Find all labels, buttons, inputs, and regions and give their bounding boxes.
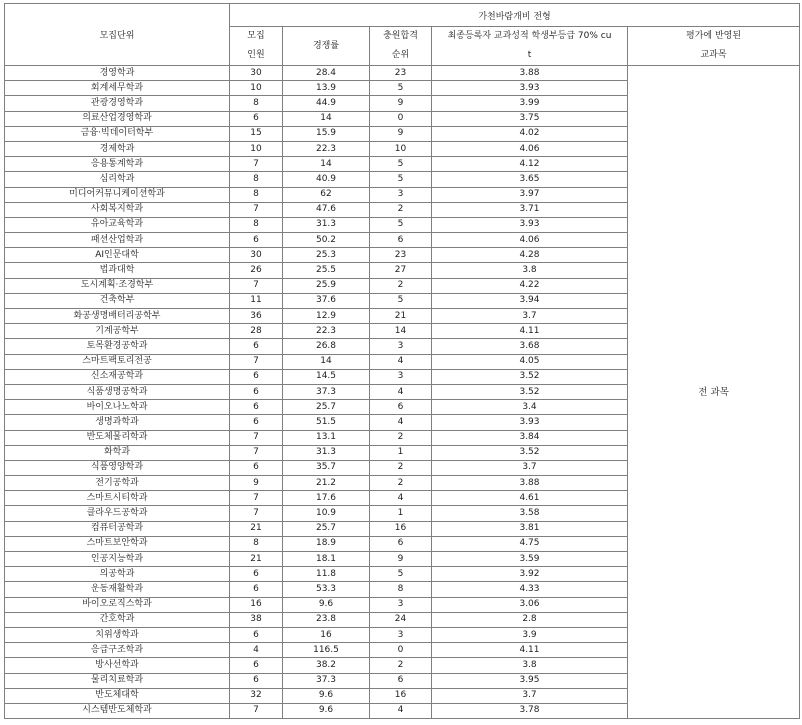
grade-cut-cell: 4.33 bbox=[432, 582, 628, 597]
unit-cell: 사회복지학과 bbox=[5, 202, 230, 217]
quota-cell: 6 bbox=[230, 233, 283, 248]
grade-cut-cell: 3.84 bbox=[432, 430, 628, 445]
quota-cell: 6 bbox=[230, 582, 283, 597]
additional-rank-cell: 16 bbox=[370, 521, 432, 536]
competition-rate-cell: 37.6 bbox=[283, 293, 370, 308]
additional-rank-cell: 2 bbox=[370, 658, 432, 673]
grade-cut-cell: 3.93 bbox=[432, 217, 628, 232]
header-quota bbox=[230, 27, 283, 66]
competition-rate-cell: 51.5 bbox=[283, 415, 370, 430]
additional-rank-cell: 16 bbox=[370, 688, 432, 703]
unit-cell: 스마트팩토리전공 bbox=[5, 354, 230, 369]
additional-rank-cell: 9 bbox=[370, 126, 432, 141]
grade-cut-cell: 3.97 bbox=[432, 187, 628, 202]
competition-rate-cell: 38.2 bbox=[283, 658, 370, 673]
grade-cut-cell: 3.7 bbox=[432, 309, 628, 324]
competition-rate-cell: 31.3 bbox=[283, 217, 370, 232]
header-rank-line2: 순위 bbox=[391, 50, 410, 60]
quota-cell: 7 bbox=[230, 506, 283, 521]
competition-rate-cell: 9.6 bbox=[283, 688, 370, 703]
table-header bbox=[5, 4, 800, 66]
competition-rate-cell: 53.3 bbox=[283, 582, 370, 597]
quota-cell: 6 bbox=[230, 673, 283, 688]
quota-cell: 21 bbox=[230, 552, 283, 567]
grade-cut-cell: 3.8 bbox=[432, 658, 628, 673]
additional-rank-cell: 4 bbox=[370, 491, 432, 506]
quota-cell: 9 bbox=[230, 476, 283, 491]
competition-rate-cell: 13.1 bbox=[283, 430, 370, 445]
competition-rate-cell: 28.4 bbox=[283, 66, 370, 81]
additional-rank-cell: 1 bbox=[370, 506, 432, 521]
additional-rank-cell: 2 bbox=[370, 476, 432, 491]
grade-cut-cell: 4.05 bbox=[432, 354, 628, 369]
quota-cell: 8 bbox=[230, 96, 283, 111]
additional-rank-cell: 3 bbox=[370, 597, 432, 612]
grade-cut-cell: 3.7 bbox=[432, 460, 628, 475]
competition-rate-cell: 13.9 bbox=[283, 81, 370, 96]
unit-cell: 관광경영학과 bbox=[5, 96, 230, 111]
grade-cut-cell: 3.52 bbox=[432, 369, 628, 384]
header-quota-line2: 인원 bbox=[247, 50, 265, 60]
additional-rank-cell: 23 bbox=[370, 66, 432, 81]
additional-rank-cell: 4 bbox=[370, 415, 432, 430]
competition-rate-cell: 18.9 bbox=[283, 536, 370, 551]
quota-cell: 8 bbox=[230, 536, 283, 551]
unit-cell: 화공생명배터리공학부 bbox=[5, 309, 230, 324]
header-subjects-line2: 교과목 bbox=[700, 50, 727, 60]
grade-cut-cell: 3.65 bbox=[432, 172, 628, 187]
unit-cell: 건축학부 bbox=[5, 293, 230, 308]
additional-rank-cell: 3 bbox=[370, 369, 432, 384]
additional-rank-cell: 9 bbox=[370, 96, 432, 111]
grade-cut-cell: 3.88 bbox=[432, 66, 628, 81]
competition-rate-cell: 17.6 bbox=[283, 491, 370, 506]
quota-cell: 11 bbox=[230, 293, 283, 308]
unit-cell: 반도체대학 bbox=[5, 688, 230, 703]
unit-cell: AI인문대학 bbox=[5, 248, 230, 263]
unit-cell: 시스템반도체학과 bbox=[5, 703, 230, 718]
additional-rank-cell: 5 bbox=[370, 567, 432, 582]
header-competition-rate: 경쟁률 bbox=[283, 27, 370, 66]
additional-rank-cell: 9 bbox=[370, 552, 432, 567]
grade-cut-cell: 3.88 bbox=[432, 476, 628, 491]
additional-rank-cell: 5 bbox=[370, 293, 432, 308]
competition-rate-cell: 25.9 bbox=[283, 278, 370, 293]
competition-rate-cell: 25.5 bbox=[283, 263, 370, 278]
competition-rate-cell: 15.9 bbox=[283, 126, 370, 141]
grade-cut-cell: 4.11 bbox=[432, 643, 628, 658]
header-cut-line2: t bbox=[527, 50, 532, 60]
header-admission-type: 가천바람개비 전형 bbox=[230, 4, 800, 27]
competition-rate-cell: 22.3 bbox=[283, 141, 370, 156]
unit-cell: 인공지능학과 bbox=[5, 552, 230, 567]
unit-cell: 반도체물리학과 bbox=[5, 430, 230, 445]
additional-rank-cell: 0 bbox=[370, 111, 432, 126]
additional-rank-cell: 14 bbox=[370, 324, 432, 339]
grade-cut-cell: 3.78 bbox=[432, 703, 628, 718]
quota-cell: 15 bbox=[230, 126, 283, 141]
header-subjects bbox=[628, 27, 800, 66]
quota-cell: 7 bbox=[230, 157, 283, 172]
quota-cell: 6 bbox=[230, 369, 283, 384]
competition-rate-cell: 37.3 bbox=[283, 673, 370, 688]
unit-cell: 법과대학 bbox=[5, 263, 230, 278]
competition-rate-cell: 12.9 bbox=[283, 309, 370, 324]
additional-rank-cell: 6 bbox=[370, 400, 432, 415]
unit-cell: 유아교육학과 bbox=[5, 217, 230, 232]
quota-cell: 7 bbox=[230, 430, 283, 445]
additional-rank-cell: 6 bbox=[370, 536, 432, 551]
quota-cell: 6 bbox=[230, 627, 283, 642]
quota-cell: 7 bbox=[230, 703, 283, 718]
quota-cell: 21 bbox=[230, 521, 283, 536]
grade-cut-cell: 3.52 bbox=[432, 384, 628, 399]
competition-rate-cell: 14.5 bbox=[283, 369, 370, 384]
quota-cell: 6 bbox=[230, 567, 283, 582]
grade-cut-cell: 3.06 bbox=[432, 597, 628, 612]
quota-cell: 7 bbox=[230, 491, 283, 506]
competition-rate-cell: 116.5 bbox=[283, 643, 370, 658]
grade-cut-cell: 3.58 bbox=[432, 506, 628, 521]
competition-rate-cell: 10.9 bbox=[283, 506, 370, 521]
additional-rank-cell: 24 bbox=[370, 612, 432, 627]
unit-cell: 바이오로직스학과 bbox=[5, 597, 230, 612]
unit-cell: 클라우드공학과 bbox=[5, 506, 230, 521]
unit-cell: 식품생명공학과 bbox=[5, 384, 230, 399]
additional-rank-cell: 2 bbox=[370, 430, 432, 445]
competition-rate-cell: 26.8 bbox=[283, 339, 370, 354]
quota-cell: 6 bbox=[230, 384, 283, 399]
competition-rate-cell: 9.6 bbox=[283, 597, 370, 612]
competition-rate-cell: 14 bbox=[283, 157, 370, 172]
unit-cell: 스마트시티학과 bbox=[5, 491, 230, 506]
quota-cell: 7 bbox=[230, 445, 283, 460]
grade-cut-cell: 3.4 bbox=[432, 400, 628, 415]
additional-rank-cell: 8 bbox=[370, 582, 432, 597]
competition-rate-cell: 50.2 bbox=[283, 233, 370, 248]
unit-cell: 식품영양학과 bbox=[5, 460, 230, 475]
unit-cell: 의료산업경영학과 bbox=[5, 111, 230, 126]
competition-rate-cell: 25.3 bbox=[283, 248, 370, 263]
quota-cell: 30 bbox=[230, 66, 283, 81]
additional-rank-cell: 3 bbox=[370, 187, 432, 202]
quota-cell: 30 bbox=[230, 248, 283, 263]
additional-rank-cell: 6 bbox=[370, 673, 432, 688]
additional-rank-cell: 3 bbox=[370, 627, 432, 642]
grade-cut-cell: 3.71 bbox=[432, 202, 628, 217]
grade-cut-cell: 4.06 bbox=[432, 141, 628, 156]
unit-cell: 간호학과 bbox=[5, 612, 230, 627]
grade-cut-cell: 3.68 bbox=[432, 339, 628, 354]
header-additional-rank bbox=[370, 27, 432, 66]
competition-rate-cell: 62 bbox=[283, 187, 370, 202]
grade-cut-cell: 3.81 bbox=[432, 521, 628, 536]
grade-cut-cell: 4.06 bbox=[432, 233, 628, 248]
unit-cell: 응용통계학과 bbox=[5, 157, 230, 172]
grade-cut-cell: 4.22 bbox=[432, 278, 628, 293]
additional-rank-cell: 4 bbox=[370, 384, 432, 399]
header-unit: 모집단위 bbox=[5, 4, 230, 66]
quota-cell: 10 bbox=[230, 81, 283, 96]
competition-rate-cell: 31.3 bbox=[283, 445, 370, 460]
grade-cut-cell: 3.8 bbox=[432, 263, 628, 278]
unit-cell: 패션산업학과 bbox=[5, 233, 230, 248]
quota-cell: 6 bbox=[230, 658, 283, 673]
competition-rate-cell: 40.9 bbox=[283, 172, 370, 187]
competition-rate-cell: 44.9 bbox=[283, 96, 370, 111]
additional-rank-cell: 5 bbox=[370, 172, 432, 187]
grade-cut-cell: 3.99 bbox=[432, 96, 628, 111]
unit-cell: 신소재공학과 bbox=[5, 369, 230, 384]
grade-cut-cell: 3.93 bbox=[432, 81, 628, 96]
competition-rate-cell: 21.2 bbox=[283, 476, 370, 491]
additional-rank-cell: 4 bbox=[370, 703, 432, 718]
quota-cell: 4 bbox=[230, 643, 283, 658]
unit-cell: 도시계획·조경학부 bbox=[5, 278, 230, 293]
unit-cell: 물리치료학과 bbox=[5, 673, 230, 688]
unit-cell: 기계공학부 bbox=[5, 324, 230, 339]
additional-rank-cell: 21 bbox=[370, 309, 432, 324]
additional-rank-cell: 3 bbox=[370, 339, 432, 354]
unit-cell: 방사선학과 bbox=[5, 658, 230, 673]
competition-rate-cell: 35.7 bbox=[283, 460, 370, 475]
quota-cell: 36 bbox=[230, 309, 283, 324]
competition-rate-cell: 11.8 bbox=[283, 567, 370, 582]
unit-cell: 의공학과 bbox=[5, 567, 230, 582]
additional-rank-cell: 2 bbox=[370, 460, 432, 475]
additional-rank-cell: 4 bbox=[370, 354, 432, 369]
grade-cut-cell: 3.52 bbox=[432, 445, 628, 460]
quota-cell: 38 bbox=[230, 612, 283, 627]
quota-cell: 7 bbox=[230, 278, 283, 293]
quota-cell: 8 bbox=[230, 187, 283, 202]
unit-cell: 생명과학과 bbox=[5, 415, 230, 430]
quota-cell: 6 bbox=[230, 400, 283, 415]
grade-cut-cell: 4.28 bbox=[432, 248, 628, 263]
additional-rank-cell: 27 bbox=[370, 263, 432, 278]
header-subjects-line1: 평가에 반영된 bbox=[686, 31, 742, 41]
competition-rate-cell: 23.8 bbox=[283, 612, 370, 627]
unit-cell: 심리학과 bbox=[5, 172, 230, 187]
unit-cell: 바이오나노학과 bbox=[5, 400, 230, 415]
unit-cell: 경영학과 bbox=[5, 66, 230, 81]
grade-cut-cell: 2.8 bbox=[432, 612, 628, 627]
quota-cell: 10 bbox=[230, 141, 283, 156]
unit-cell: 금융·빅데이터학부 bbox=[5, 126, 230, 141]
table-row bbox=[5, 66, 800, 81]
unit-cell: 화학과 bbox=[5, 445, 230, 460]
grade-cut-cell: 3.92 bbox=[432, 567, 628, 582]
quota-cell: 6 bbox=[230, 339, 283, 354]
additional-rank-cell: 5 bbox=[370, 81, 432, 96]
competition-rate-cell: 22.3 bbox=[283, 324, 370, 339]
subjects-cell: 전 과목 bbox=[628, 66, 800, 719]
additional-rank-cell: 2 bbox=[370, 202, 432, 217]
unit-cell: 토목환경공학과 bbox=[5, 339, 230, 354]
quota-cell: 6 bbox=[230, 460, 283, 475]
additional-rank-cell: 6 bbox=[370, 233, 432, 248]
quota-cell: 7 bbox=[230, 202, 283, 217]
grade-cut-cell: 3.75 bbox=[432, 111, 628, 126]
quota-cell: 16 bbox=[230, 597, 283, 612]
competition-rate-cell: 25.7 bbox=[283, 400, 370, 415]
unit-cell: 스마트보안학과 bbox=[5, 536, 230, 551]
unit-cell: 미디어커뮤니케이션학과 bbox=[5, 187, 230, 202]
admissions-results-table bbox=[4, 3, 800, 719]
grade-cut-cell: 3.93 bbox=[432, 415, 628, 430]
grade-cut-cell: 4.75 bbox=[432, 536, 628, 551]
additional-rank-cell: 10 bbox=[370, 141, 432, 156]
quota-cell: 6 bbox=[230, 111, 283, 126]
header-rank-line1: 충원합격 bbox=[383, 31, 418, 41]
quota-cell: 7 bbox=[230, 354, 283, 369]
competition-rate-cell: 14 bbox=[283, 354, 370, 369]
competition-rate-cell: 47.6 bbox=[283, 202, 370, 217]
unit-cell: 회계세무학과 bbox=[5, 81, 230, 96]
unit-cell: 전기공학과 bbox=[5, 476, 230, 491]
table-body bbox=[5, 66, 800, 719]
grade-cut-cell: 4.11 bbox=[432, 324, 628, 339]
grade-cut-cell: 3.95 bbox=[432, 673, 628, 688]
grade-cut-cell: 3.9 bbox=[432, 627, 628, 642]
competition-rate-cell: 14 bbox=[283, 111, 370, 126]
competition-rate-cell: 18.1 bbox=[283, 552, 370, 567]
grade-cut-cell: 4.02 bbox=[432, 126, 628, 141]
quota-cell: 28 bbox=[230, 324, 283, 339]
grade-cut-cell: 4.61 bbox=[432, 491, 628, 506]
competition-rate-cell: 25.7 bbox=[283, 521, 370, 536]
grade-cut-cell: 3.59 bbox=[432, 552, 628, 567]
additional-rank-cell: 23 bbox=[370, 248, 432, 263]
competition-rate-cell: 16 bbox=[283, 627, 370, 642]
competition-rate-cell: 9.6 bbox=[283, 703, 370, 718]
grade-cut-cell: 3.7 bbox=[432, 688, 628, 703]
unit-cell: 경제학과 bbox=[5, 141, 230, 156]
quota-cell: 8 bbox=[230, 217, 283, 232]
unit-cell: 컴퓨터공학과 bbox=[5, 521, 230, 536]
additional-rank-cell: 1 bbox=[370, 445, 432, 460]
additional-rank-cell: 5 bbox=[370, 217, 432, 232]
header-grade-cut bbox=[432, 27, 628, 66]
additional-rank-cell: 2 bbox=[370, 278, 432, 293]
quota-cell: 26 bbox=[230, 263, 283, 278]
additional-rank-cell: 5 bbox=[370, 157, 432, 172]
unit-cell: 치위생학과 bbox=[5, 627, 230, 642]
grade-cut-cell: 3.94 bbox=[432, 293, 628, 308]
grade-cut-cell: 4.12 bbox=[432, 157, 628, 172]
quota-cell: 32 bbox=[230, 688, 283, 703]
header-cut-line1: 최종등록자 교과성적 학생부등급 70% cu bbox=[447, 31, 612, 41]
competition-rate-cell: 37.3 bbox=[283, 384, 370, 399]
unit-cell: 응급구조학과 bbox=[5, 643, 230, 658]
additional-rank-cell: 0 bbox=[370, 643, 432, 658]
unit-cell: 운동재활학과 bbox=[5, 582, 230, 597]
quota-cell: 6 bbox=[230, 415, 283, 430]
header-quota-line1: 모집 bbox=[247, 31, 265, 41]
quota-cell: 8 bbox=[230, 172, 283, 187]
